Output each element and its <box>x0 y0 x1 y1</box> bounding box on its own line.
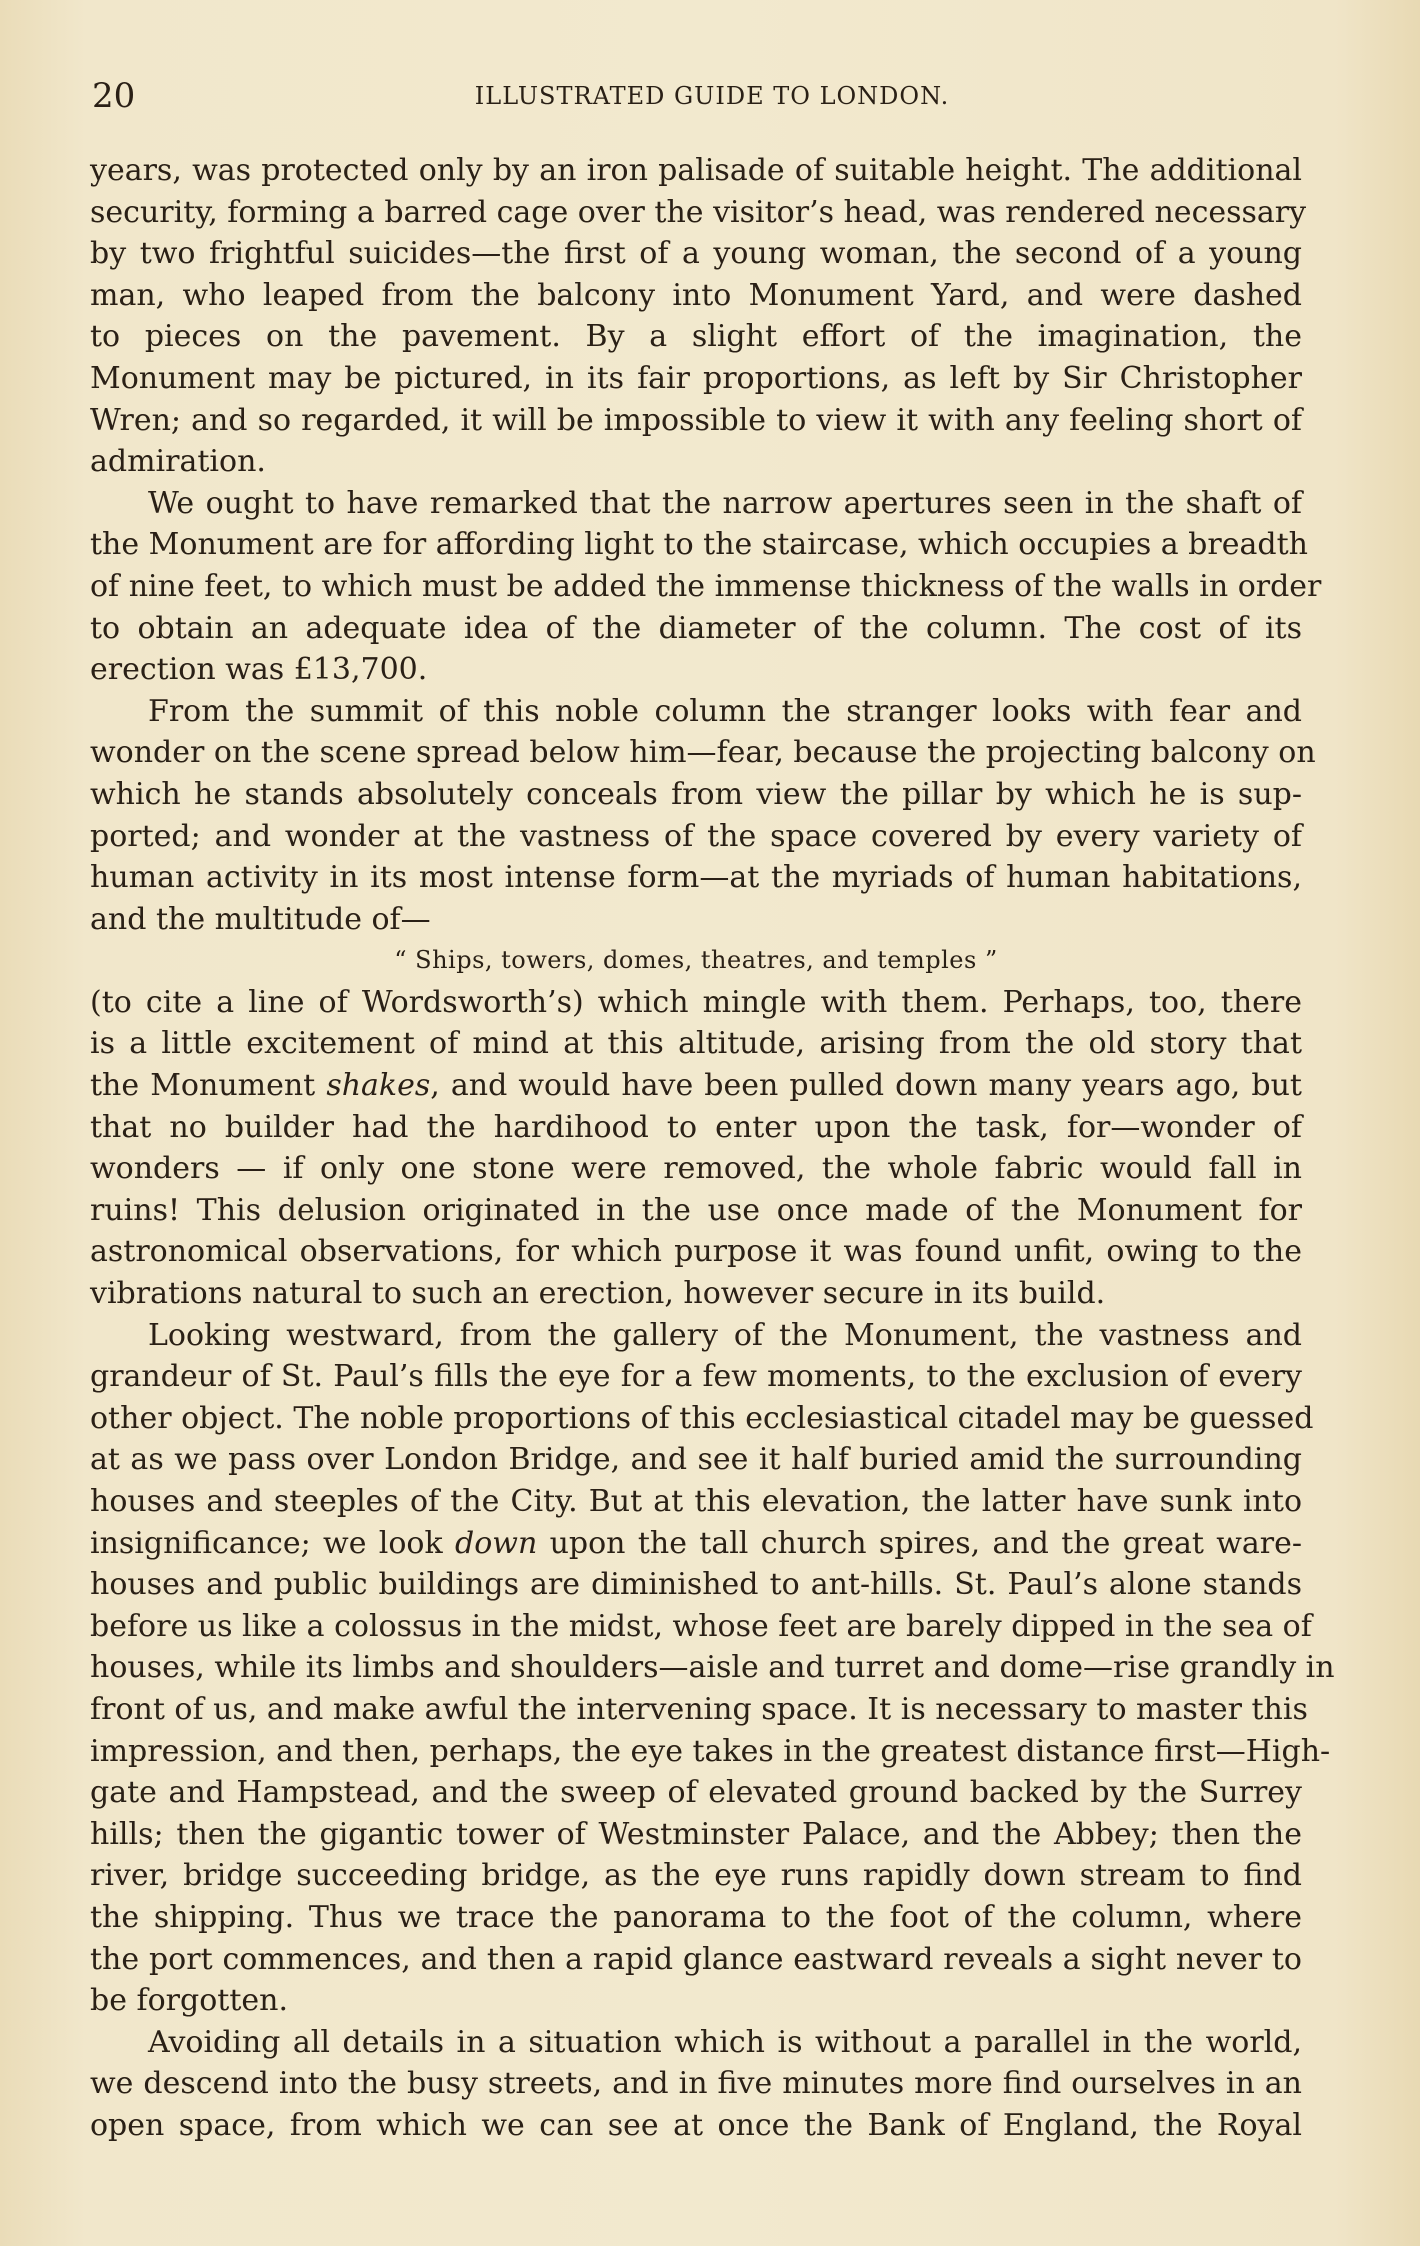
text-line: and the multitude of— <box>90 901 431 937</box>
text-line: by two frightful suicides—the first of a young woman, the second of a young <box>90 236 1302 272</box>
text-line: houses, while its limbs and shoulders—aisle and turret and dome—rise grandly in <box>90 1650 1335 1686</box>
text-line: vibrations natural to such an erection, however secure in its build. <box>90 1276 1106 1312</box>
text-line: Avoiding all details in a situation which is without a parallel in the world, <box>148 2024 1302 2060</box>
text-line: years, was protected only by an iron palisade of suitable height. The additional <box>90 153 1302 188</box>
text-line: grandeur of St. Paul’s fills the eye for a few moments, to the exclusion of every <box>90 1359 1302 1395</box>
page-number: 20 <box>92 76 136 116</box>
running-title: ILLUSTRATED GUIDE TO LONDON. <box>474 82 950 110</box>
page-header <box>92 76 1332 116</box>
text-line: Monument may be pictured, in its fair proportions, as left by Sir Christopher <box>90 360 1302 396</box>
text-line: From the summit of this noble column the stranger looks with fear and <box>148 693 1302 729</box>
text-segment: insignificance; we look <box>90 1525 443 1561</box>
text-line: of nine feet, to which must be added the immense thickness of the walls in order <box>90 568 1322 604</box>
text-line: is a little excitement of mind at this altitude, arising from the old story that <box>90 1026 1302 1062</box>
text-line: that no builder had the hardihood to enter upon the task, for—wonder of <box>90 1109 1302 1145</box>
text-line: wonder on the scene spread below him—fear, because the projecting balcony on <box>90 735 1316 771</box>
text-line: Looking westward, from the gallery of the Monument, the vastness and <box>148 1317 1302 1353</box>
text-line: the Monument are for affording light to the staircase, which occupies a breadth <box>90 527 1308 563</box>
text-line: hills; then the gigantic tower of Westminster Palace, and the Abbey; then the <box>90 1816 1302 1852</box>
text-line: river, bridge succeeding bridge, as the eye runs rapidly down stream to find <box>90 1858 1302 1894</box>
text-line: human activity in its most intense form—at the myriads of human habitations, <box>90 860 1302 896</box>
text-line: admiration. <box>90 444 266 480</box>
italic-word: down <box>455 1525 538 1561</box>
text-line: houses and steeples of the City. But at this elevation, the latter have sunk into <box>90 1484 1302 1519</box>
text-line: to pieces on the pavement. By a slight effort of the imagination, the <box>90 319 1302 355</box>
text-segment: the Monument <box>90 1068 316 1104</box>
text-line: the shipping. Thus we trace the panorama to the foot of the column, where <box>90 1899 1302 1935</box>
text-line: ruins! This delusion originated in the use once made of the Monument for <box>90 1192 1302 1228</box>
text-line: houses and public buildings are diminished to ant-hills. St. Paul’s alone stands <box>90 1567 1302 1603</box>
text-line: before us like a colossus in the midst, whose feet are barely dipped in the sea of <box>90 1608 1312 1644</box>
text-line: which he stands absolutely conceals from view the pillar by which he is sup- <box>90 776 1302 812</box>
text-line: we descend into the busy streets, and in five minutes more find ourselves in an <box>90 2066 1302 2102</box>
text-line <box>90 1523 1302 1565</box>
text-line <box>90 1065 1302 1107</box>
text-line: gate and Hampstead, and the sweep of elevated ground backed by the Surrey <box>90 1775 1302 1811</box>
text-line: open space, from which we can see at once the Bank of England, the Royal <box>90 2107 1302 2143</box>
text-segment: , and would have been pulled down many years ago, but <box>430 1068 1302 1104</box>
text-line: man, who leaped from the balcony into Monument Yard, and were dashed <box>90 277 1302 313</box>
text-line: be forgotten. <box>90 1983 288 2019</box>
text-line: impression, and then, perhaps, the eye takes in the greatest distance first—High- <box>90 1733 1331 1769</box>
text-line: at as we pass over London Bridge, and see it half buried amid the surrounding <box>90 1442 1302 1478</box>
text-line: security, forming a barred cage over the visitor’s head, was rendered necessary <box>90 194 1307 230</box>
italic-word: shakes <box>326 1068 431 1104</box>
text-line: erection was £13,700. <box>90 652 428 688</box>
quotation-line: “ Ships, towers, domes, theatres, and temples ” <box>394 946 998 975</box>
body-text <box>90 150 1335 2147</box>
text-line: other object. The noble proportions of this ecclesiastical citadel may be guessed <box>90 1400 1314 1436</box>
text-line: Wren; and so regarded, it will be impossible to view it with any feeling short of <box>90 402 1302 438</box>
text-line: (to cite a line of Wordsworth’s) which mingle with them. Perhaps, too, there <box>90 984 1302 1020</box>
text-line: astronomical observations, for which purpose it was found unfit, owing to the <box>90 1234 1302 1270</box>
text-line: to obtain an adequate idea of the diameter of the column. The cost of its <box>90 610 1302 646</box>
text-line: the port commences, and then a rapid glance eastward reveals a sight never to <box>90 1941 1302 1977</box>
text-line: front of us, and make awful the intervening space. It is necessary to master this <box>90 1691 1308 1727</box>
text-line: We ought to have remarked that the narrow apertures seen in the shaft of <box>148 485 1302 521</box>
text-segment: upon the tall church spires, and the great ware- <box>549 1525 1302 1561</box>
text-line: wonders — if only one stone were removed, the whole fabric would fall in <box>90 1151 1302 1187</box>
text-line: ported; and wonder at the vastness of the space covered by every variety of <box>90 818 1302 854</box>
